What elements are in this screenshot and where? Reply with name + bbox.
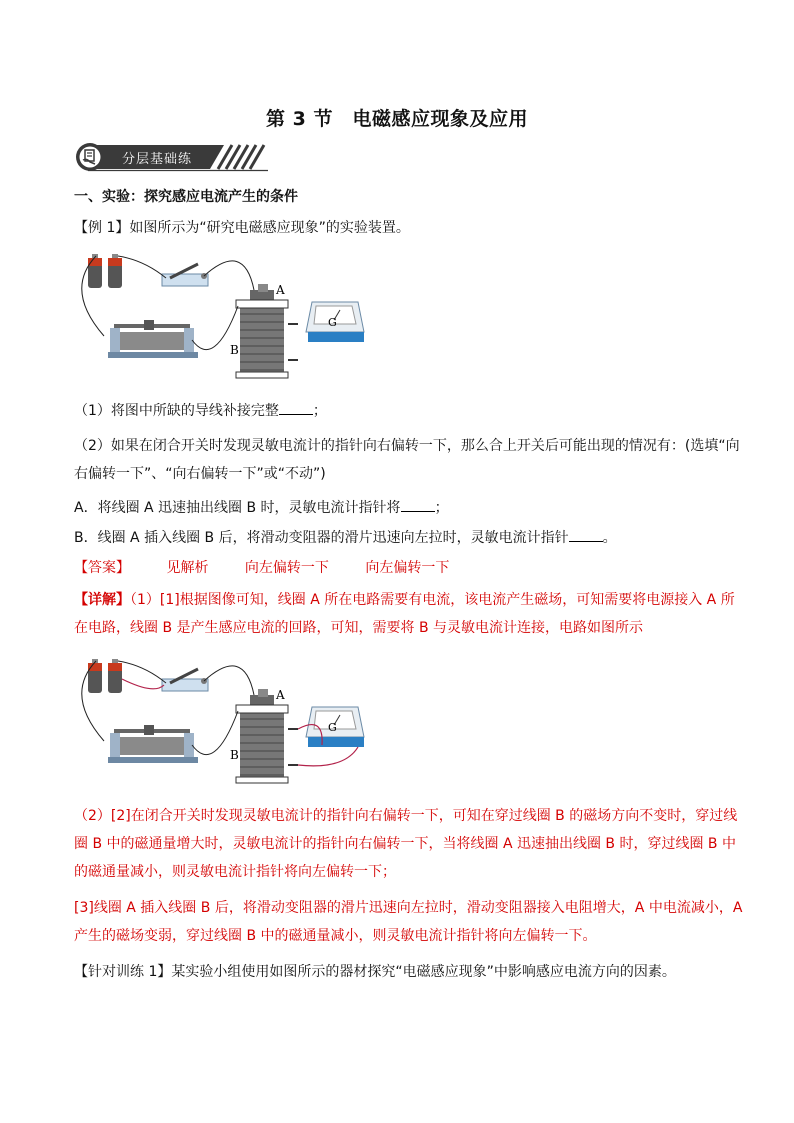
question-1 — [74, 400, 327, 421]
meter-label: G — [328, 721, 337, 734]
coil-icon — [236, 689, 298, 783]
coil-b-label: B — [230, 343, 239, 357]
answer-value: 向左偏转一下 — [244, 560, 329, 576]
meter-label: G — [328, 316, 337, 329]
question-1-text: （1）将图中所缺的导线补接完整 — [74, 403, 279, 419]
question-b — [74, 527, 617, 548]
rheostat-icon — [108, 725, 198, 763]
answer-label: 【答案】 — [74, 560, 130, 576]
coil-b-label: B — [230, 748, 239, 762]
detail-line: 圈 B 中的磁通量增大时，灵敏电流计的指针向右偏转一下，当将线圈 A 迅速抽出线圈 B 时，穿过线圈 B 中 — [74, 836, 736, 852]
answer-value: 见解析 — [166, 560, 209, 576]
question-b-text: B．线圈 A 插入线圈 B 后，将滑动变阻器的滑片迅速向左拉时，灵敏电流计指针 — [74, 530, 569, 546]
answer-value: 向左偏转一下 — [365, 560, 450, 576]
answer-blank — [401, 497, 435, 512]
question-2-line: （2）如果在闭合开关时发现灵敏电流计的指针向右偏转一下，那么合上开关后可能出现的情况有：(选填“向 — [74, 438, 740, 454]
document-hand-icon — [82, 149, 98, 165]
circuit-figure-incomplete — [74, 250, 374, 385]
answer-blank — [569, 527, 603, 542]
detail-line: [3]线圈 A 插入线圈 B 后，将滑动变阻器的滑片迅速向左拉时，滑动变阻器接入电阻增大，A 中电流减小，A — [74, 900, 743, 916]
banner-label: 分层基础练 — [122, 152, 193, 167]
detail-paragraph-1 — [74, 586, 735, 642]
question-a — [74, 497, 449, 518]
question-2-line: 右偏转一下”、“向右偏转一下”或“不动”) — [74, 466, 326, 482]
page-title: 第 3 节 电磁感应现象及应用 — [266, 108, 528, 130]
example-prompt: 【例 1】如图所示为“研究电磁感应现象”的实验装置。 — [74, 220, 410, 236]
circuit-figure-complete — [74, 655, 374, 790]
question-a-text: A．将线圈 A 迅速抽出线圈 B 时，灵敏电流计指针将 — [74, 500, 401, 516]
detail-line: 在电路，线圈 B 是产生感应电流的回路，可知，需要将 B 与灵敏电流计连接，电路如图所示 — [74, 620, 644, 636]
answer-blank — [279, 400, 313, 415]
question-2 — [74, 432, 740, 488]
detail-paragraph-2 — [74, 802, 738, 886]
switch-icon — [162, 669, 208, 691]
coil-icon — [236, 284, 298, 378]
answer-line — [74, 558, 449, 578]
question-1-end: ； — [312, 403, 327, 419]
detail-label: 【详解】 — [74, 592, 130, 608]
rheostat-icon — [108, 320, 198, 358]
detail-line: （2）[2]在闭合开关时发现灵敏电流计的指针向右偏转一下，可知在穿过线圈 B 的磁场方向不变时，穿过线 — [74, 808, 738, 824]
detail-paragraph-3 — [74, 894, 743, 950]
section-heading: 一、实验：探究感应电流产生的条件 — [74, 189, 298, 205]
detail-line: （1）[1]根据图像可知，线圈 A 所在电路需要有电流，该电流产生磁场，可知需要将电源接入 A 所 — [130, 592, 735, 608]
coil-a-label: A — [276, 688, 285, 702]
question-b-end: 。 — [602, 530, 617, 546]
coil-a-label: A — [276, 283, 285, 297]
detail-line: 的磁通量减小，则灵敏电流计指针将向左偏转一下； — [74, 864, 396, 880]
question-a-end: ； — [434, 500, 449, 516]
switch-icon — [162, 264, 208, 286]
detail-line: 产生的磁场变弱，穿过线圈 B 中的磁通量减小，则灵敏电流计指针将向左偏转一下。 — [74, 928, 597, 944]
training-prompt: 【针对训练 1】某实验小组使用如图所示的器材探究“电磁感应现象”中影响感应电流方向的因素。 — [74, 964, 676, 980]
section-banner — [74, 142, 274, 172]
